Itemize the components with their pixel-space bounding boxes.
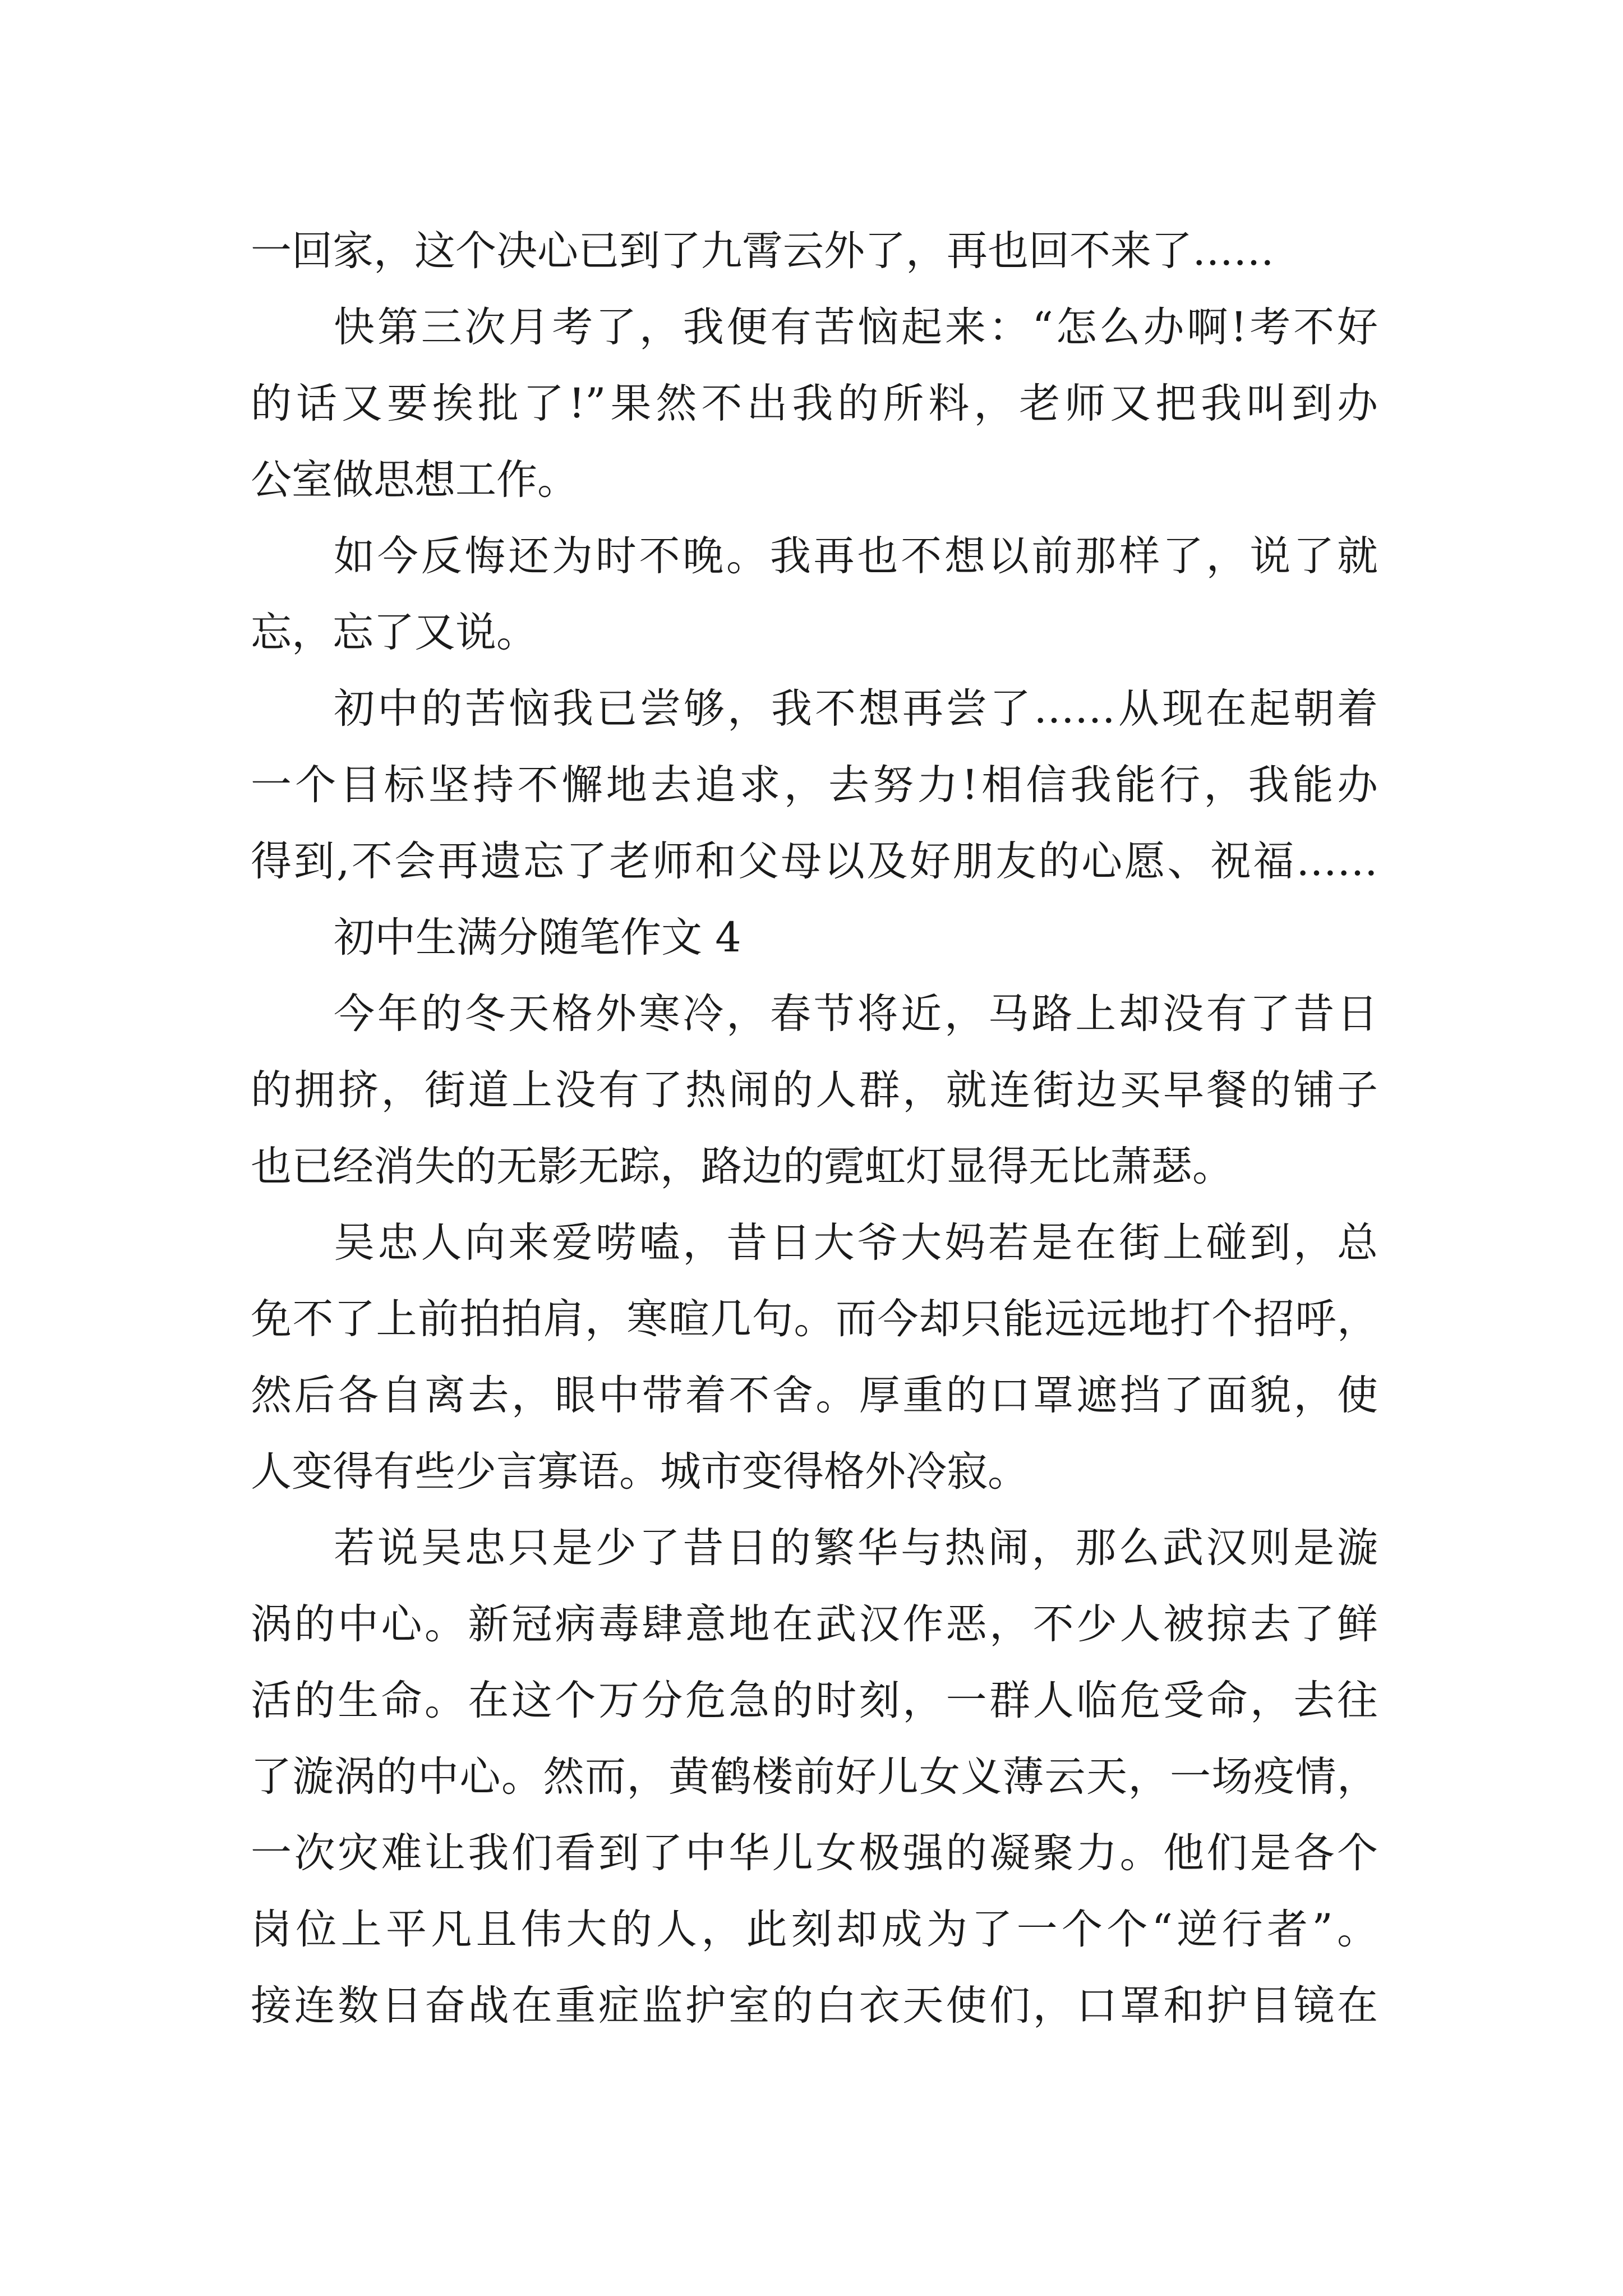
text-line: 涡的中心。新冠病毒肆意地在武汉作恶，不少人被掠去了鲜	[251, 1600, 1378, 1648]
paragraph	[251, 289, 1378, 518]
text-line: 一个目标坚持不懈地去追求，去努力!相信我能行，我能办	[251, 761, 1378, 809]
text-line: 然后各自离去，眼中带着不舍。厚重的口罩遮挡了面貌，使	[251, 1372, 1378, 1419]
paragraph	[251, 213, 1378, 289]
text-line: 接连数日奋战在重症监护室的白衣天使们，口罩和护目镜在	[251, 1982, 1378, 2030]
text-line: 快第三次月考了，我便有苦恼起来：“怎么办啊!考不好	[334, 303, 1378, 351]
paragraph	[251, 518, 1378, 671]
text-line: 了漩涡的中心。然而，黄鹤楼前好儿女义薄云天，一场疫情，	[251, 1753, 1378, 1801]
text-line: 一次灾难让我们看到了中华儿女极强的凝聚力。他们是各个	[251, 1829, 1378, 1877]
text-line: 如今反悔还为时不晚。我再也不想以前那样了，说了就	[334, 532, 1378, 580]
text-line: 今年的冬天格外寒冷，春节将近，马路上却没有了昔日	[334, 990, 1378, 1038]
text-line: 的拥挤，街道上没有了热闹的人群，就连街边买早餐的铺子	[251, 1066, 1378, 1114]
heading-line: 初中生满分随笔作文 4	[334, 914, 741, 961]
text-line: 忘，忘了又说。	[251, 609, 537, 656]
text-line: 活的生命。在这个万分危急的时刻，一群人临危受命，去往	[251, 1677, 1378, 1724]
paragraph	[251, 1205, 1378, 1510]
text-line: 若说吴忠只是少了昔日的繁华与热闹，那么武汉则是漩	[334, 1524, 1378, 1572]
text-line: 一回家，这个决心已到了九霄云外了，再也回不来了……	[251, 227, 1274, 275]
text-line: 人变得有些少言寡语。城市变得格外冷寂。	[251, 1448, 1029, 1496]
paragraph	[251, 1510, 1378, 2044]
paragraph	[251, 671, 1378, 900]
document-body	[251, 213, 1378, 2044]
text-line: 的话又要挨批了!”果然不出我的所料，老师又把我叫到办	[251, 380, 1378, 427]
paragraph	[251, 976, 1378, 1205]
text-line: 免不了上前拍拍肩，寒暄几句。而今却只能远远地打个招呼，	[251, 1295, 1378, 1343]
section-heading	[251, 900, 1378, 976]
text-line: 吴忠人向来爱唠嗑，昔日大爷大妈若是在街上碰到，总	[334, 1219, 1378, 1267]
text-line: 初中的苦恼我已尝够，我不想再尝了……从现在起朝着	[334, 685, 1378, 733]
text-line: 也已经消失的无影无踪，路边的霓虹灯显得无比萧瑟。	[251, 1143, 1233, 1190]
text-line: 岗位上平凡且伟大的人，此刻却成为了一个个“逆行者”。	[251, 1906, 1378, 1953]
text-line: 得到,不会再遗忘了老师和父母以及好朋友的心愿、祝福……	[251, 838, 1378, 885]
text-line: 公室做思想工作。	[251, 456, 578, 504]
